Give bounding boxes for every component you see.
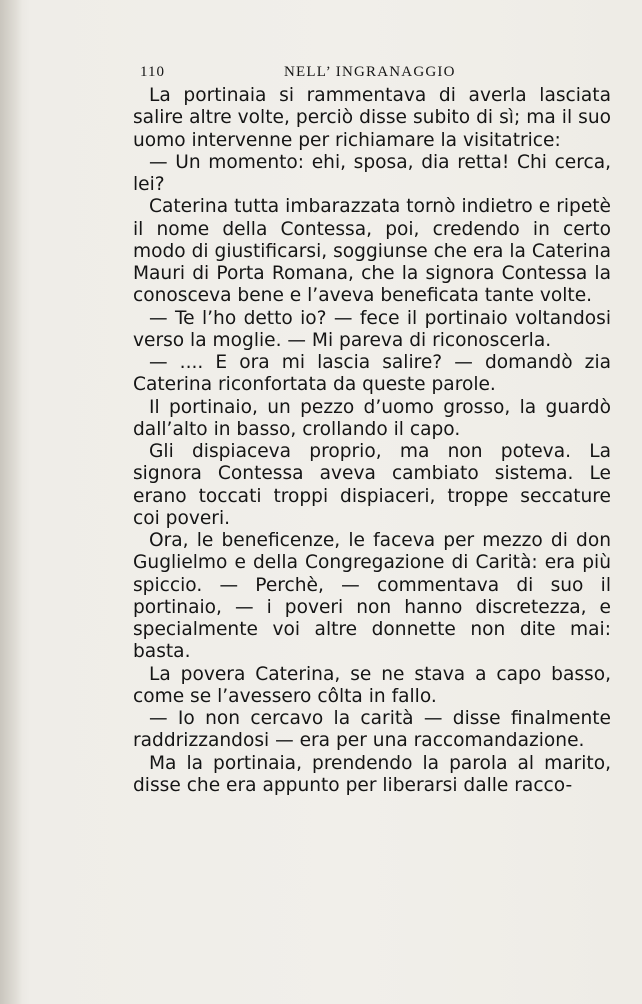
paragraph-2: — Un momento: ehi, sposa, dia retta! Chi cerca, lei? [133,151,611,195]
paragraph-1: La portinaia si rammentava di averla lasciata salire altre volte, perciò disse subito di sì; ma il suo uomo intervenne per richiamare la visitatrice: [133,85,611,151]
paragraph-7: Gli dispiaceva proprio, ma non poteva. La signora Contessa aveva cambiato sistema. Le erano toccati troppi dispiaceri, troppe seccature coi poveri. [133,441,611,529]
page-number: 110 [140,64,165,80]
paragraph-5: — .... E ora mi lascia salire? — domandò zia Caterina riconfortata da queste parole. [133,352,611,396]
paragraph-10: — Io non cercavo la carità — disse finalmente raddrizzandosi — era per una raccomandazione. [133,708,611,752]
paragraph-3: Caterina tutta imbarazzata tornò indietro e ripetè il nome della Contessa, poi, credendo in certo modo di giustificarsi, soggiunse che era la Caterina Mauri di Porta Romana, che la signora Contessa la conosceva bene e l’aveva beneficata tante volte. [133,196,611,307]
binding-edge [0,0,22,1004]
body-text [133,85,611,797]
paragraph-8: Ora, le beneficenze, le faceva per mezzo di don Guglielmo e della Congregazione di Carità: era più spiccio. — Perchè, — commentava di suo il portinaio, — i poveri non hanno discretezza, e specialmente voi altre donnette non dite mai: basta. [133,530,611,663]
paragraph-11: Ma la portinaia, prendendo la parola al marito, disse che era appunto per liberarsi dalle racco- [133,752,611,796]
paragraph-4: — Te l’ho detto io? — fece il portinaio voltandosi verso la moglie. — Mi pareva di riconoscerla. [133,307,611,351]
paragraph-6: Il portinaio, un pezzo d’uomo grosso, la guardò dall’alto in basso, crollando il capo. [133,396,611,440]
running-title: NELL’ INGRANAGGIO [284,64,456,80]
paragraph-9: La povera Caterina, se ne stava a capo basso, come se l’avessero côlta in fallo. [133,663,611,707]
page-header [136,64,608,86]
